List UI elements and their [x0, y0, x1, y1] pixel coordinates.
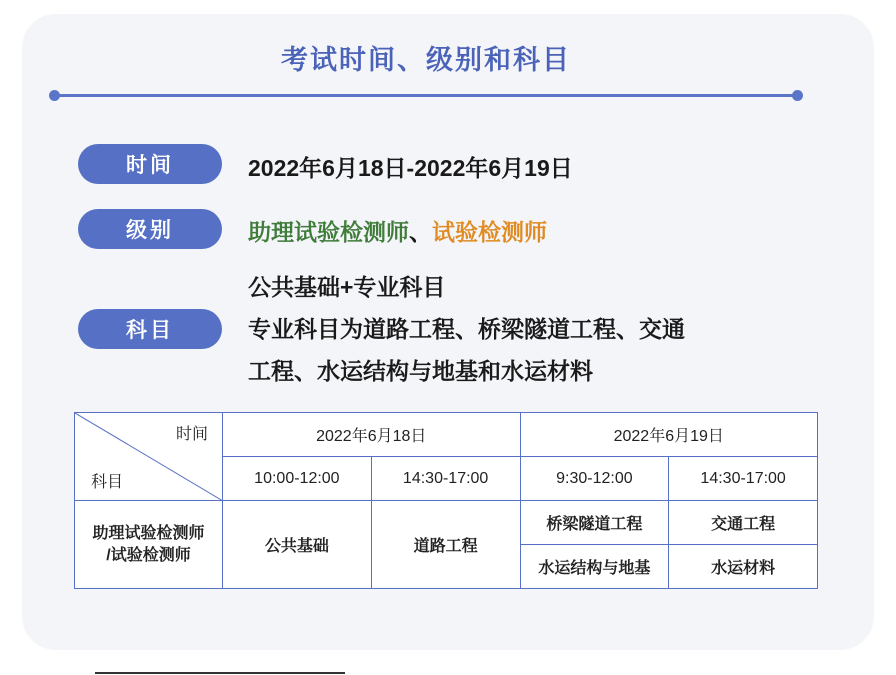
- row-header-line2: /试验检测师: [106, 546, 191, 564]
- date-header-1: 2022年6月18日: [223, 413, 521, 457]
- cell-bridge-tunnel: 桥梁隧道工程: [520, 501, 669, 545]
- row-header-level: [75, 501, 223, 589]
- date-header-2: 2022年6月19日: [520, 413, 818, 457]
- value-level: [248, 214, 547, 247]
- value-subject-line2: 专业科目为道路工程、桥梁隧道工程、交通: [248, 316, 685, 342]
- divider-dot-left: [49, 90, 60, 101]
- table-corner-cell: [75, 413, 223, 501]
- value-subject-line1: 公共基础+专业科目: [248, 274, 446, 300]
- table-row: [75, 413, 818, 457]
- cell-traffic-engineering: 交通工程: [669, 501, 818, 545]
- title-divider: [54, 94, 798, 97]
- corner-label-subject: 科目: [91, 474, 124, 491]
- row-header-line1: 助理试验检测师: [92, 524, 205, 542]
- bottom-divider: [95, 672, 345, 674]
- page-title: 考试时间、级别和科目: [281, 45, 571, 75]
- cell-waterway-structure: 水运结构与地基: [520, 545, 669, 589]
- corner-label-time: 时间: [175, 426, 208, 443]
- time-header-1: 10:00-12:00: [223, 457, 372, 501]
- table-row: [75, 501, 818, 545]
- level-separator: 、: [409, 219, 432, 245]
- time-header-2: 14:30-17:00: [371, 457, 520, 501]
- level-assistant: 助理试验检测师: [248, 219, 409, 245]
- cell-waterway-materials: 水运材料: [669, 545, 818, 589]
- cell-public-basics: 公共基础: [223, 501, 372, 589]
- divider-dot-right: [792, 90, 803, 101]
- level-engineer: 试验检测师: [432, 219, 547, 245]
- value-subject-line3: 工程、水运结构与地基和水运材料: [248, 358, 593, 384]
- schedule-table: [74, 412, 818, 589]
- value-time: 2022年6月18日-2022年6月19日: [248, 155, 573, 181]
- label-pill-subject: 科目: [78, 309, 222, 349]
- label-pill-time: 时间: [78, 144, 222, 184]
- label-pill-level: 级别: [78, 209, 222, 249]
- time-header-4: 14:30-17:00: [669, 457, 818, 501]
- cell-road-engineering: 道路工程: [371, 501, 520, 589]
- time-header-3: 9:30-12:00: [520, 457, 669, 501]
